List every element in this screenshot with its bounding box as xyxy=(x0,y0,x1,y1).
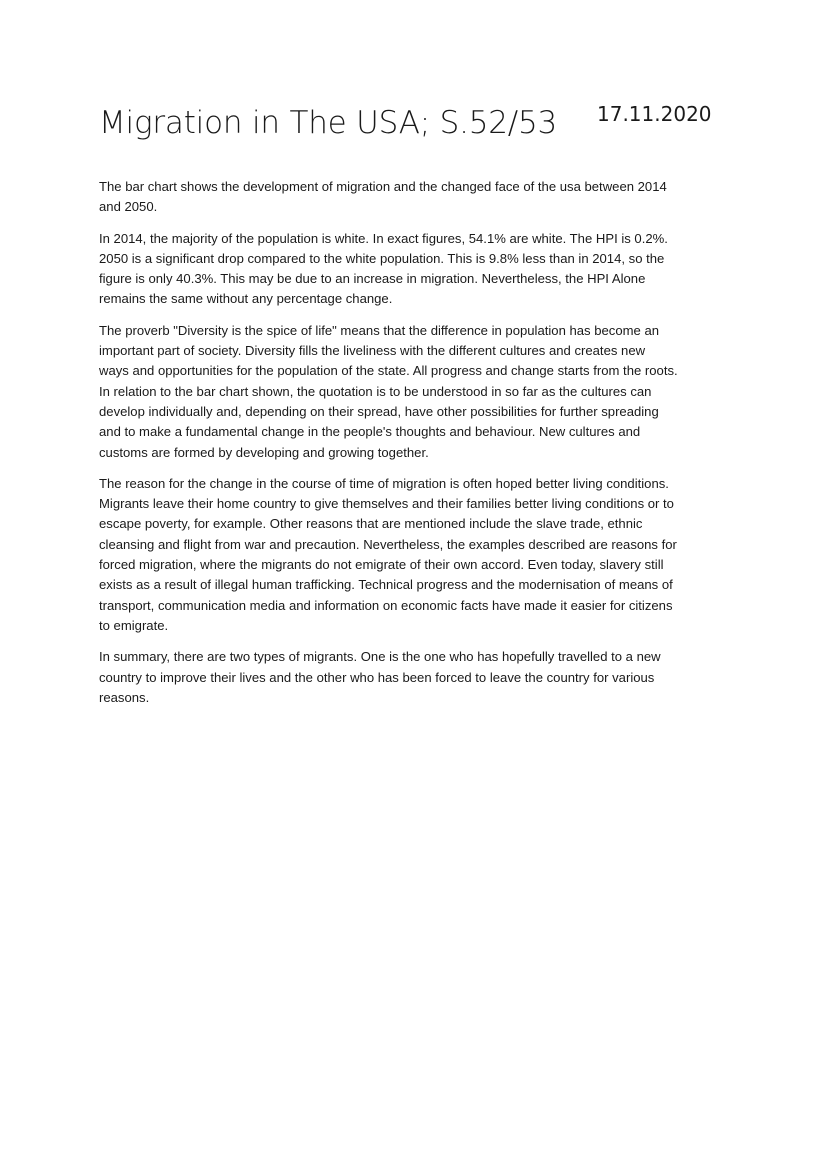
text-line: customs are formed by developing and growing together. xyxy=(99,444,429,460)
text-line: and to make a fundamental change in the people's thoughts and behaviour. New cultures and xyxy=(99,424,641,440)
text-line: transport, communication media and information on economic facts have made it easier for citizens xyxy=(99,597,673,613)
text-line: develop individually and, depending on their spread, have other possibilities for further spreading xyxy=(99,403,659,419)
text-line: The bar chart shows the development of migration and the changed face of the usa between 2014 xyxy=(99,179,667,194)
paragraph-reasons xyxy=(99,474,735,636)
text-line: country to improve their lives and the other who has been forced to leave the country for various xyxy=(99,669,655,685)
text-line: remains the same without any percentage change. xyxy=(99,291,393,307)
paragraph-summary xyxy=(99,647,735,708)
text-line: The proverb "Diversity is the spice of life" means that the difference in population has become an xyxy=(99,322,660,338)
document-body xyxy=(99,177,735,719)
text-line: 2050 is a significant drop compared to the white population. This is 9.8% less than in 2014, so the xyxy=(99,250,665,266)
paragraph-proverb xyxy=(99,321,735,463)
text-line: escape poverty, for example. Other reasons that are mentioned include the slave trade, ethnic xyxy=(99,516,643,532)
text-line: cleansing and flight from war and precaution. Nevertheless, the examples described are reasons for xyxy=(99,536,677,552)
text-line: important part of society. Diversity fills the liveliness with the different cultures and creates new xyxy=(99,343,646,359)
text-line: Migrants leave their home country to give themselves and their families better living conditions or to xyxy=(99,496,674,512)
text-line: ways and opportunities for the population of the state. All progress and change starts from the roots. xyxy=(99,363,678,379)
text-line: In relation to the bar chart shown, the quotation is to be understood in so far as the cultures can xyxy=(99,383,652,399)
paragraph-introduction xyxy=(99,177,735,218)
text-line: exists as a result of illegal human trafficking. Technical progress and the modernisation of means of xyxy=(99,577,673,593)
paragraph-chart-description xyxy=(99,229,735,310)
text-line: and 2050. xyxy=(99,199,158,215)
text-line: figure is only 40.3%. This may be due to an increase in migration. Nevertheless, the HPI Alone xyxy=(99,271,646,287)
text-line: to emigrate. xyxy=(99,617,169,633)
text-line: In summary, there are two types of migrants. One is the one who has hopefully travelled to a new xyxy=(99,649,661,665)
text-line: forced migration, where the migrants do not emigrate of their own accord. Even today, slavery still xyxy=(99,557,664,573)
document-title: Migration in The USA; S.52/53 xyxy=(99,105,558,141)
document-date: 17.11.2020 xyxy=(597,102,712,126)
text-line: The reason for the change in the course of time of migration is often hoped better living conditions. xyxy=(99,475,669,491)
text-line: reasons. xyxy=(99,689,150,705)
text-line: In 2014, the majority of the population is white. In exact figures, 54.1% are white. The HPI is 0.2%. xyxy=(99,230,668,246)
